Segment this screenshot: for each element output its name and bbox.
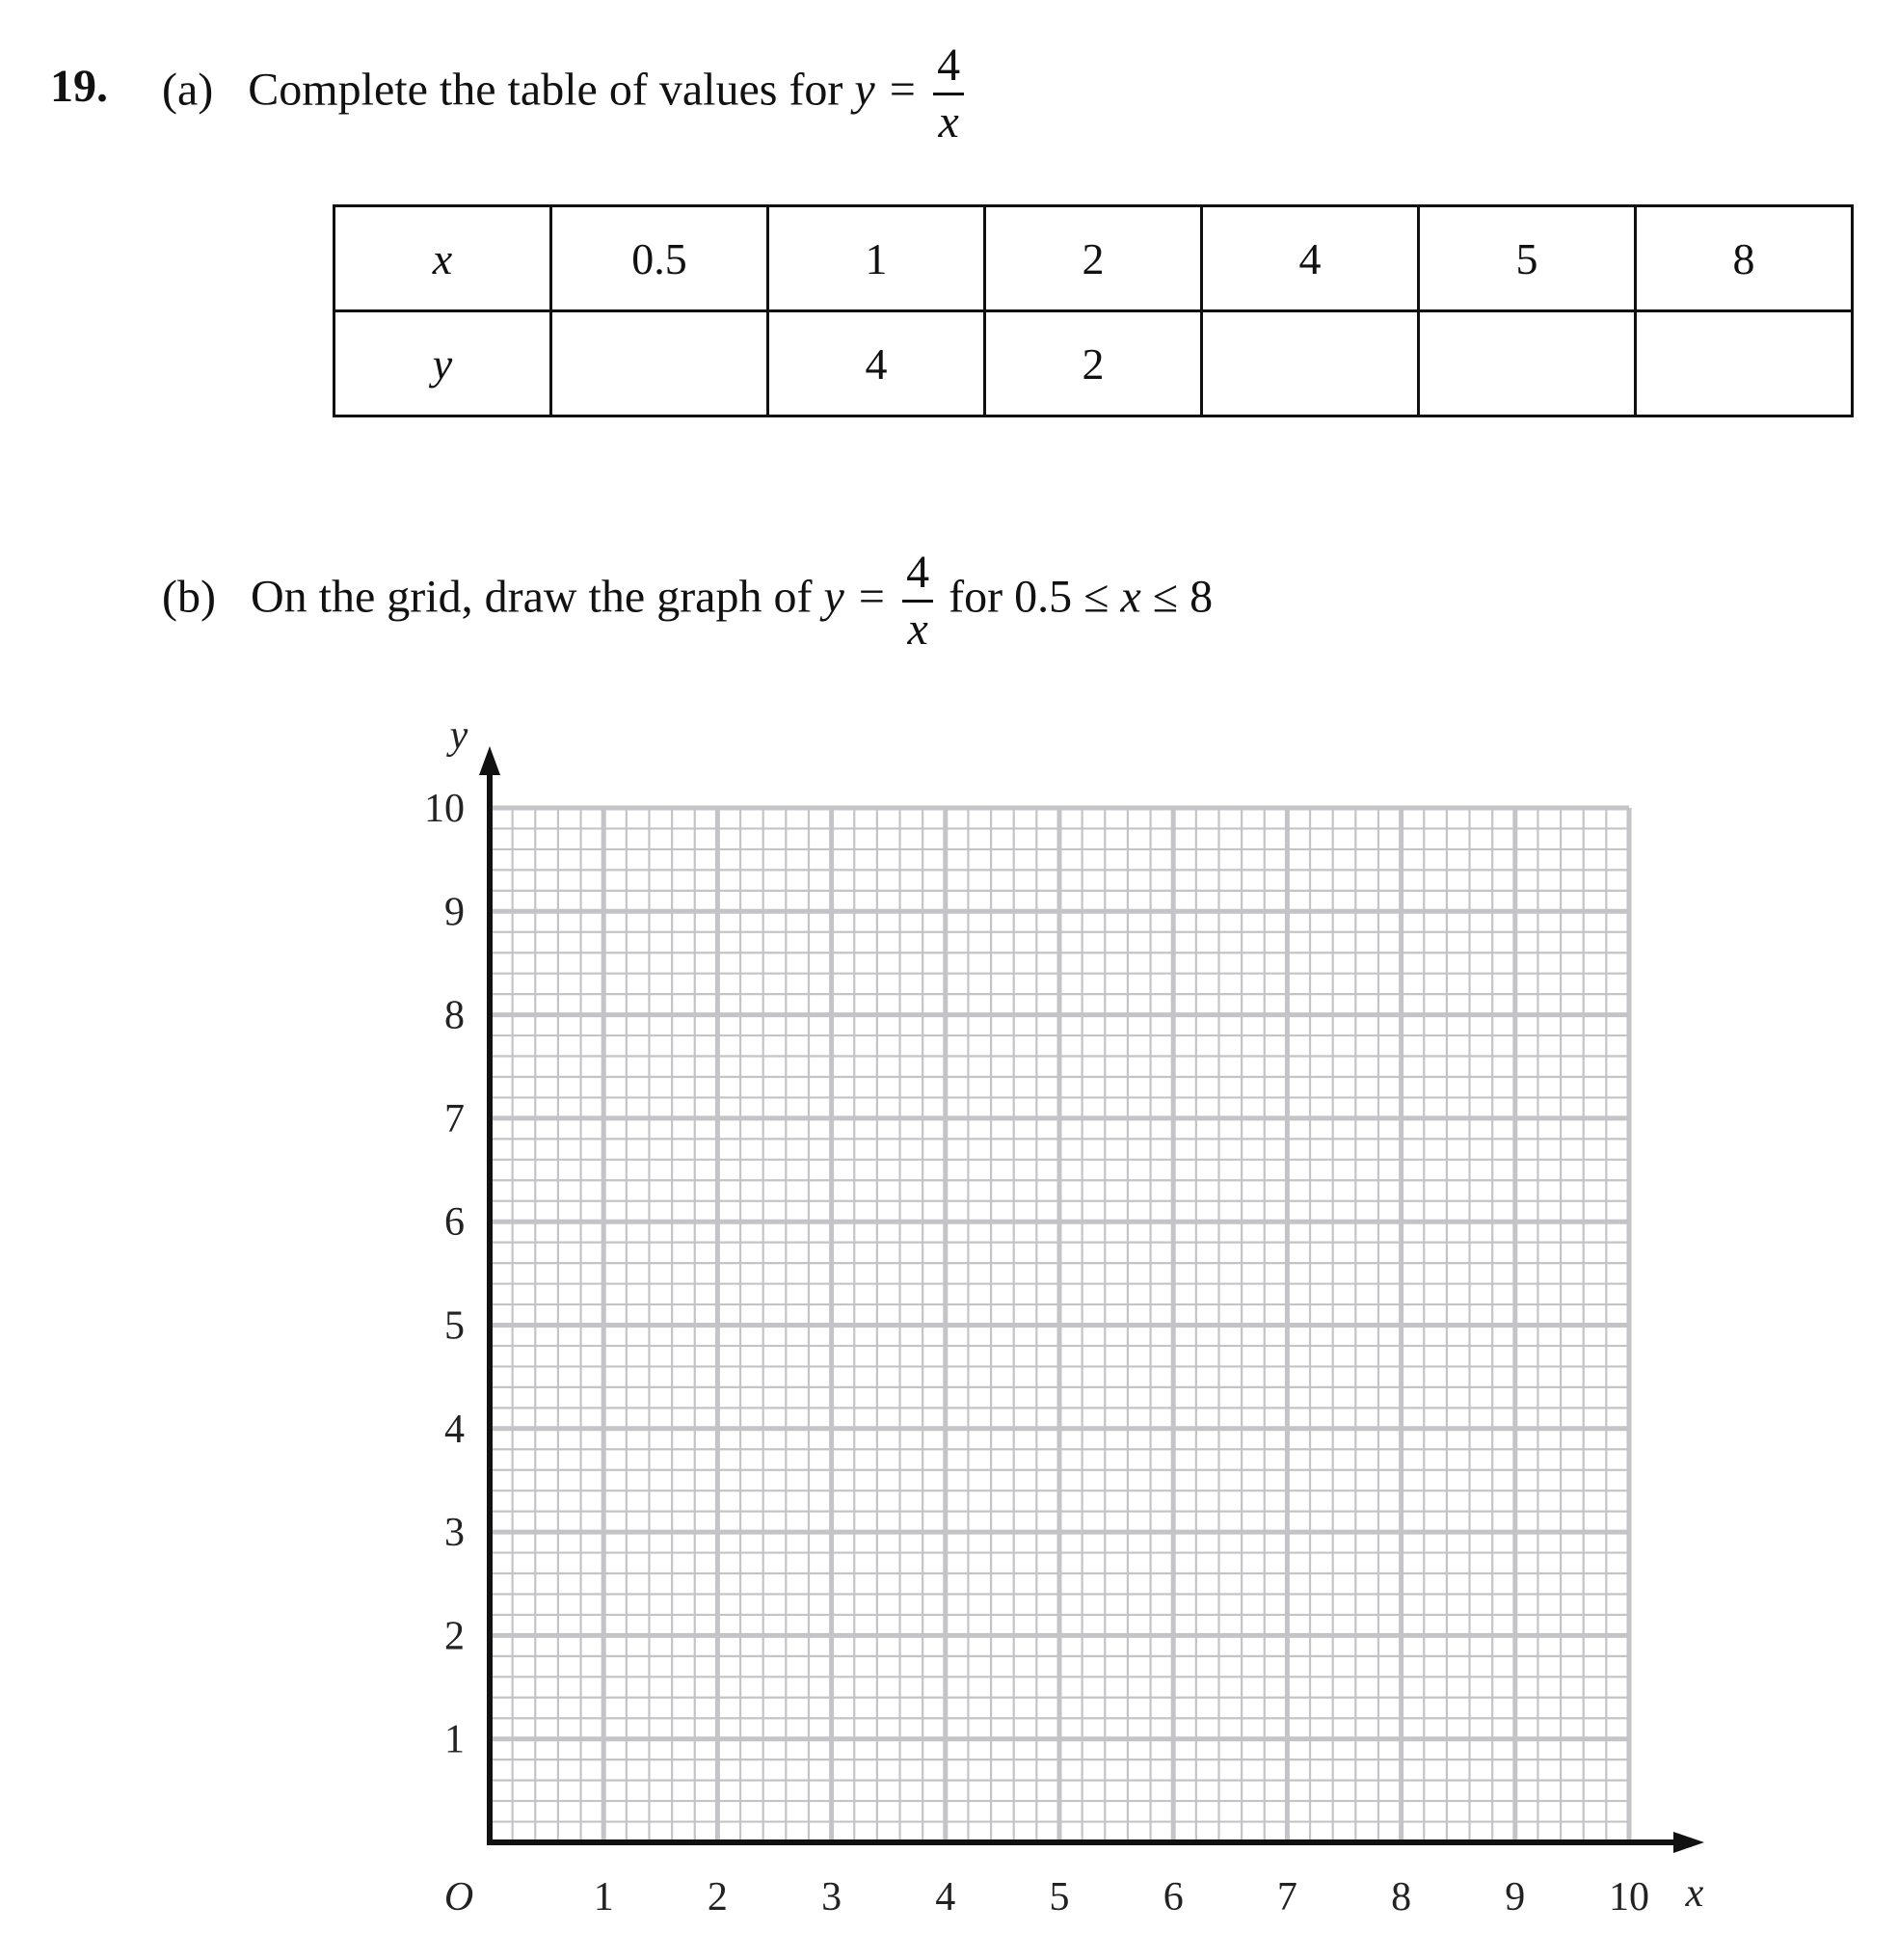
part-a-numerator: 4	[937, 40, 961, 91]
table-y-label: y	[334, 311, 551, 416]
table-x-cell: 2	[985, 206, 1202, 311]
x-tick-label: 8	[1391, 1875, 1412, 1920]
part-b-range-var: x	[1120, 571, 1141, 623]
major-gridlines	[490, 808, 1629, 1842]
x-tick-label: 5	[1049, 1875, 1070, 1920]
part-a-label: (a)	[162, 64, 214, 116]
x-tick-label: 10	[1609, 1875, 1649, 1920]
table-x-cell: 5	[1419, 206, 1636, 311]
part-b-equation-lhs: y =	[823, 571, 888, 623]
y-tick-label: 1	[444, 1717, 465, 1762]
table-x-cell: 1	[768, 206, 985, 311]
table-x-cell: 8	[1636, 206, 1853, 311]
y-tick-label: 10	[424, 787, 465, 831]
y-tick-label: 5	[444, 1303, 465, 1349]
x-axis-label: x	[1685, 1871, 1704, 1916]
table-y-cell: 2	[985, 311, 1202, 416]
y-tick-label: 3	[444, 1511, 465, 1556]
y-tick-label: 4	[444, 1407, 465, 1452]
table-x-cell: 0.5	[551, 206, 768, 311]
x-tick-label: 1	[593, 1875, 614, 1920]
x-tick-label: 7	[1276, 1875, 1297, 1920]
x-tick-label: 4	[935, 1875, 956, 1920]
x-tick-label: 9	[1505, 1875, 1526, 1920]
part-b-text: On the grid, draw the graph of	[250, 571, 813, 623]
part-a-equation-lhs: y =	[854, 64, 919, 116]
part-b-range-text: for 0.5 ≤	[949, 571, 1109, 623]
part-a-denominator: x	[938, 96, 959, 148]
y-tick-label: 7	[444, 1096, 465, 1141]
origin-label: O	[443, 1875, 474, 1920]
part-a-text: Complete the table of values for	[248, 64, 843, 116]
question-number: 19.	[50, 61, 108, 112]
y-tick-label: 2	[444, 1614, 465, 1659]
x-axis-arrowhead	[1673, 1832, 1704, 1853]
table-y-cell: 4	[768, 311, 985, 416]
y-tick-label: 6	[444, 1200, 465, 1246]
part-b-numerator: 4	[906, 547, 930, 598]
y-tick-label: 8	[444, 993, 465, 1038]
y-axis-label: y	[449, 713, 468, 758]
part-b-label: (b)	[162, 571, 216, 623]
part-b-denominator: x	[907, 604, 928, 655]
y-tick-label: 9	[444, 890, 465, 935]
y-axis-arrowhead	[479, 746, 500, 775]
table-x-label: x	[334, 206, 551, 311]
x-tick-label: 6	[1163, 1875, 1184, 1920]
x-tick-label: 2	[707, 1875, 728, 1920]
table-x-cell: 4	[1202, 206, 1419, 311]
part-b-range-end: ≤ 8	[1152, 571, 1214, 623]
x-tick-label: 3	[821, 1875, 842, 1920]
